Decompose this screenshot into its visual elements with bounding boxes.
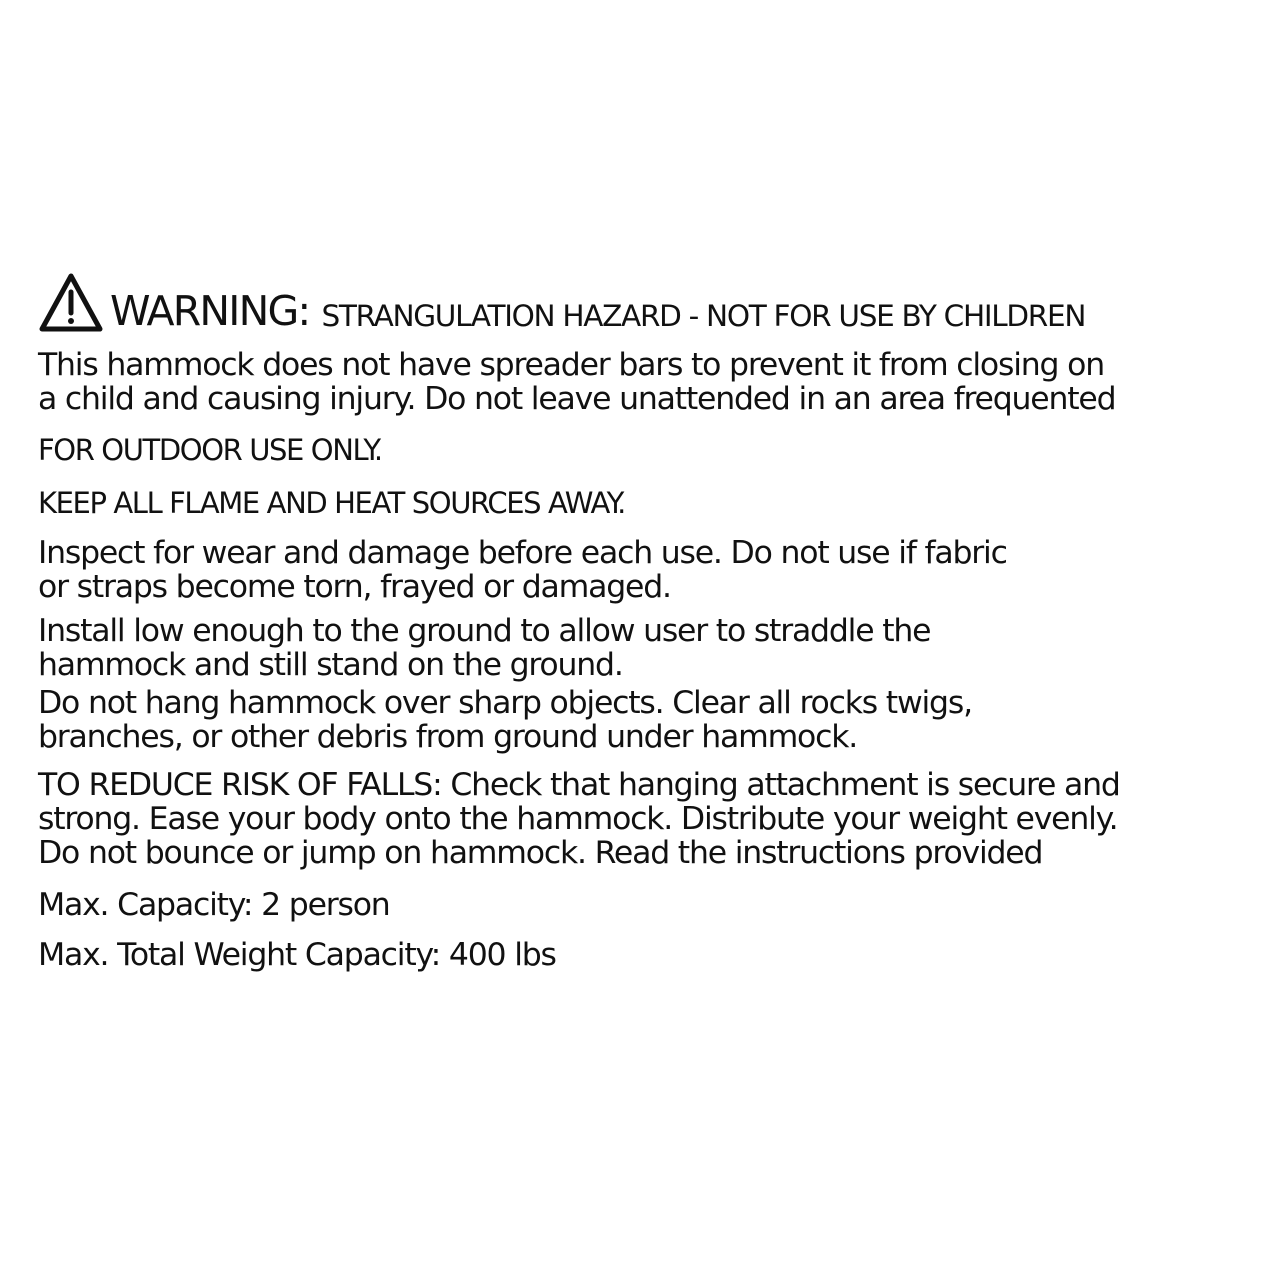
warning-title: WARNING: [110,287,310,335]
paragraph-line: or straps become torn, frayed or damaged. [38,569,671,605]
outdoor-use-notice: FOR OUTDOOR USE ONLY. [38,433,382,467]
max-weight-capacity: Max. Total Weight Capacity: 400 lbs [38,937,556,973]
paragraph-line: Install low enough to the ground to allow user to straddle the [38,613,931,649]
max-capacity: Max. Capacity: 2 person [38,887,390,923]
paragraph-line: This hammock does not have spreader bars to prevent it from closing on [38,347,1104,383]
install-paragraph [38,614,1248,682]
warning-label [38,262,1248,972]
hazard-text: STRANGULATION HAZARD - NOT FOR USE BY CHILDREN [321,298,1086,333]
flame-heat-notice: KEEP ALL FLAME AND HEAT SOURCES AWAY. [38,486,625,520]
falls-paragraph [38,768,1248,870]
sharp-objects-paragraph [38,686,1248,754]
inspect-paragraph [38,536,1248,604]
paragraph-line: strong. Ease your body onto the hammock. Distribute your weight evenly. [38,801,1118,837]
warning-heading [38,262,1248,334]
paragraph-line: TO REDUCE RISK OF FALLS: Check that hanging attachment is secure and [38,767,1120,803]
paragraph-line: Inspect for wear and damage before each use. Do not use if fabric [38,535,1007,571]
spreader-bars-paragraph [38,348,1248,416]
paragraph-line: Do not hang hammock over sharp objects. Clear all rocks twigs, [38,685,972,721]
warning-triangle-icon [38,272,104,334]
paragraph-line: branches, or other debris from ground under hammock. [38,719,858,755]
paragraph-line: hammock and still stand on the ground. [38,647,623,683]
paragraph-line: a child and causing injury. Do not leave unattended in an area frequented [38,381,1116,417]
paragraph-line: Do not bounce or jump on hammock. Read the instructions provided [38,835,1043,871]
